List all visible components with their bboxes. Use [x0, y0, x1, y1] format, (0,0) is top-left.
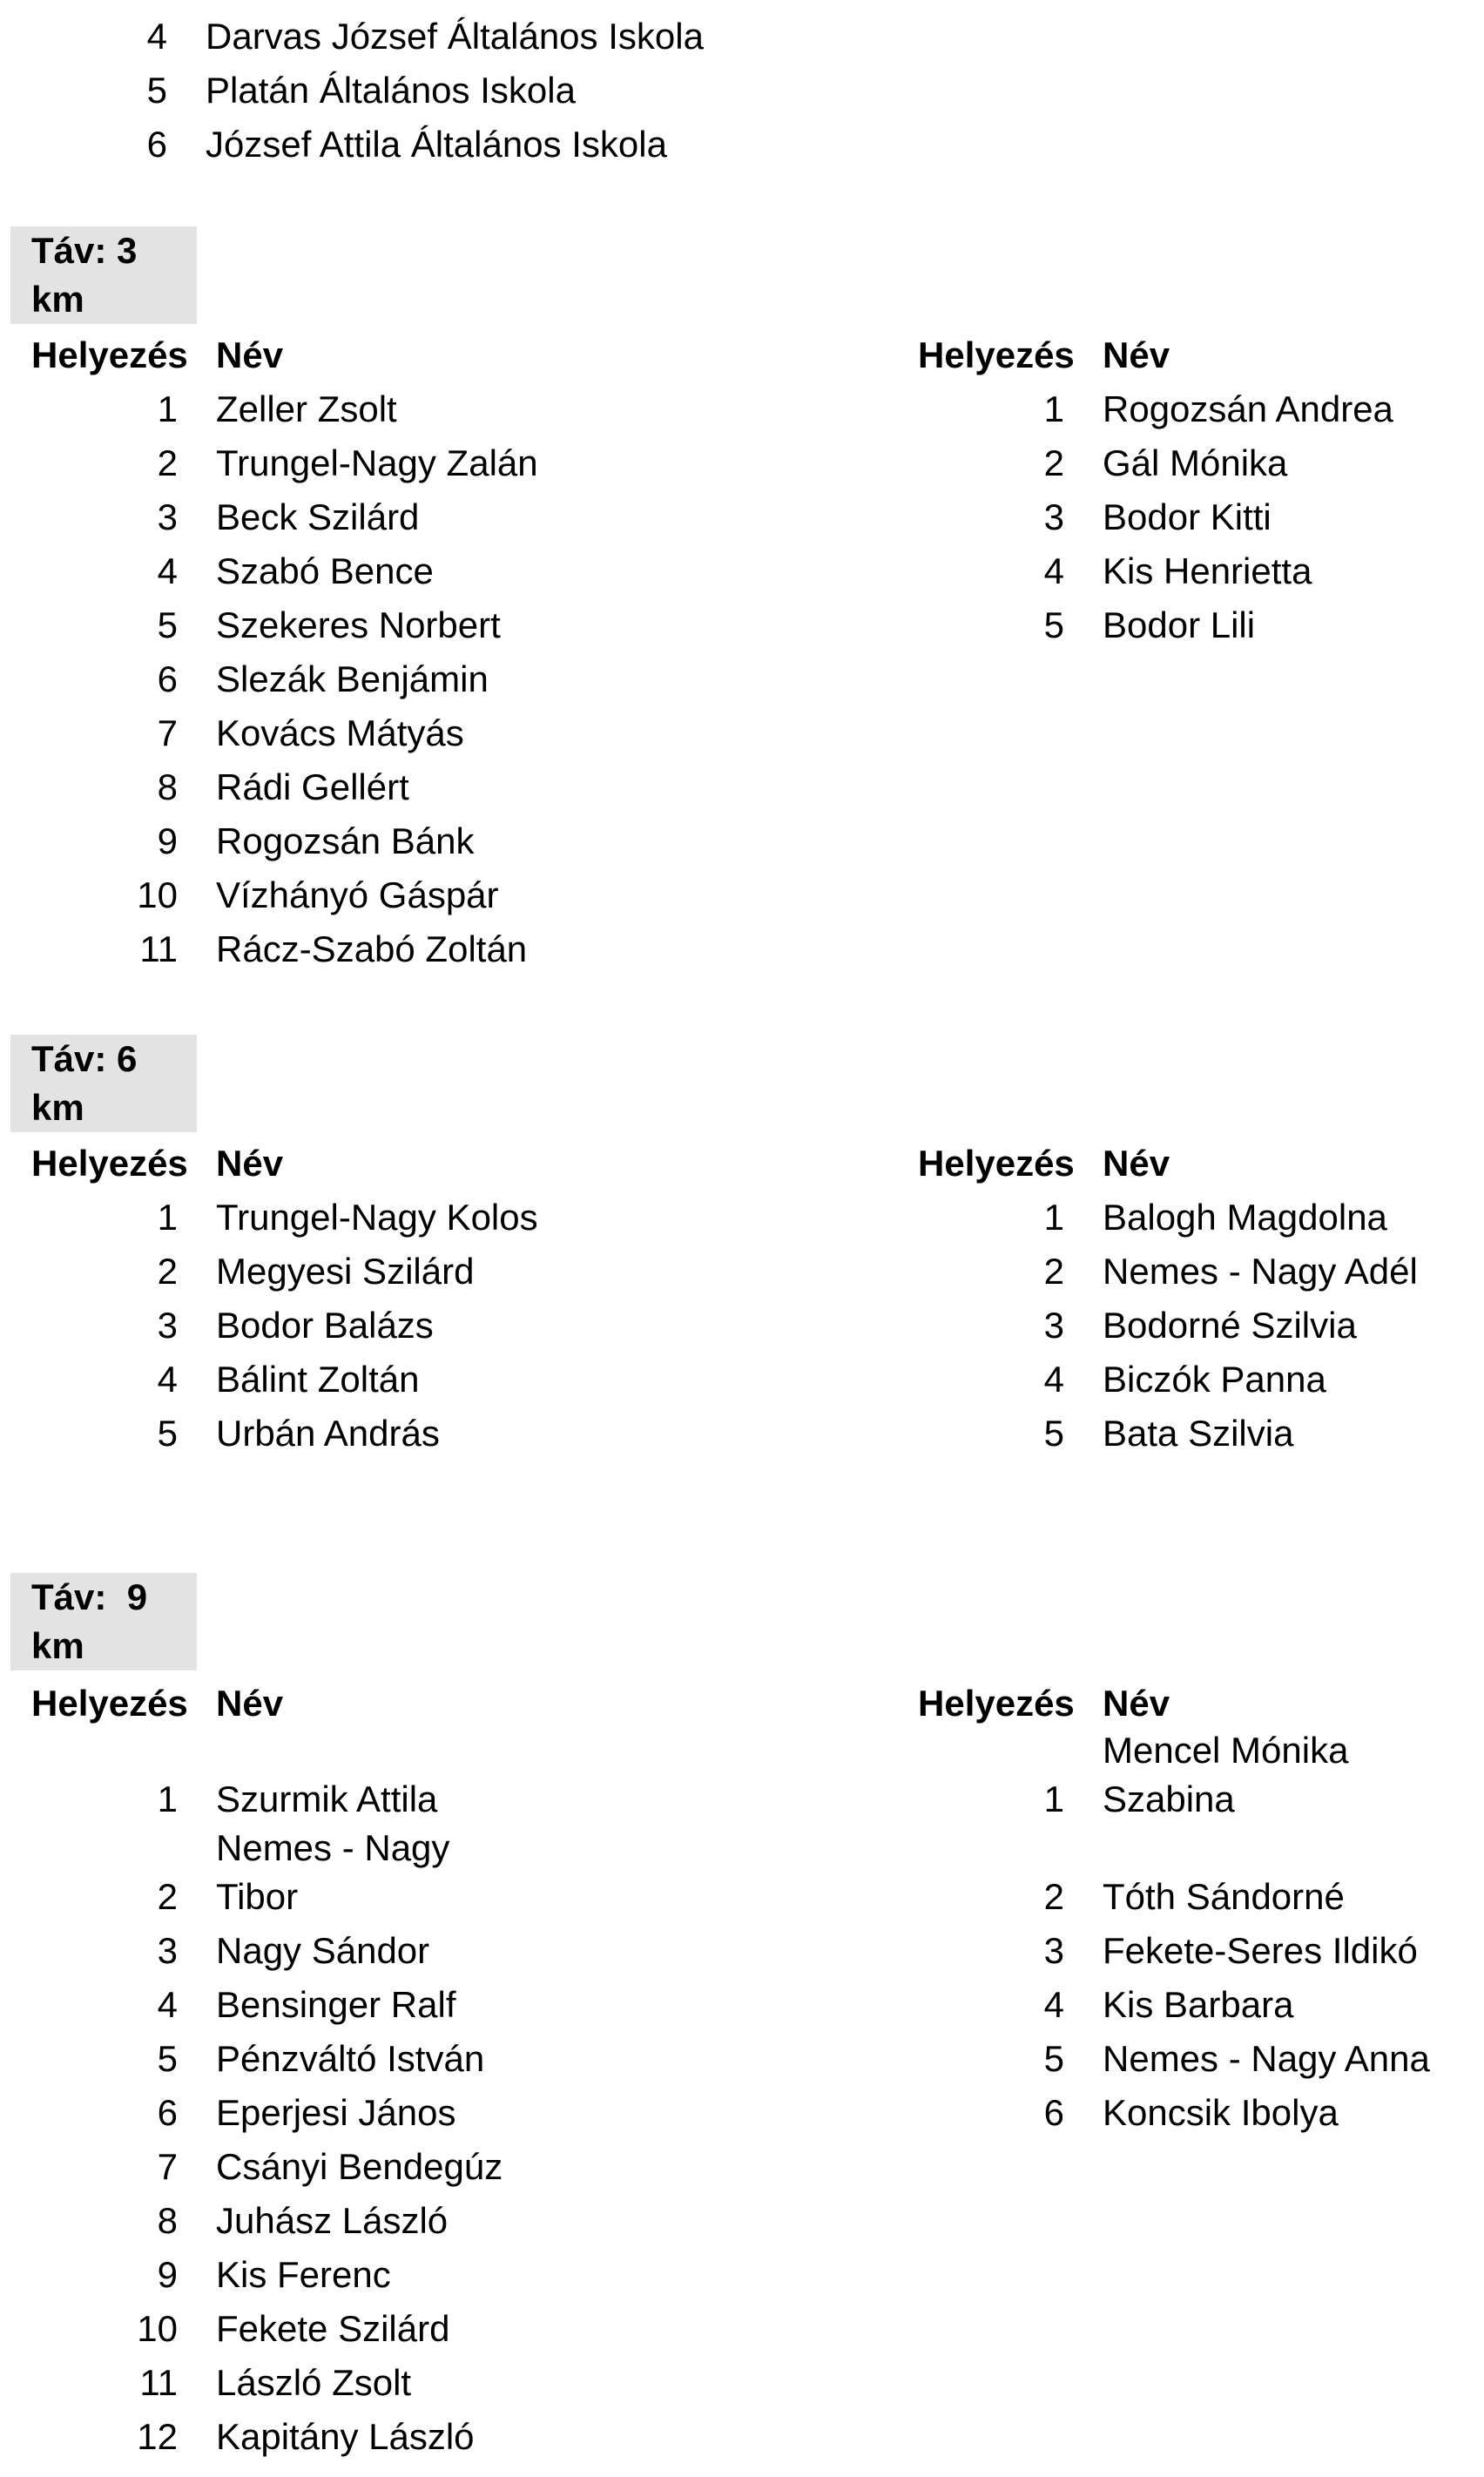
name-cell-line2: Szabina	[1103, 1778, 1235, 1819]
name-cell: Bodor Balázs	[216, 1305, 434, 1346]
name-column-header: Név	[216, 1143, 284, 1184]
name-cell: Bálint Zoltán	[216, 1359, 420, 1400]
school-name: Platán Általános Iskola	[206, 70, 576, 111]
name-cell-line1: Nemes - Nagy	[216, 1827, 450, 1868]
name-cell: Bata Szilvia	[1103, 1413, 1294, 1454]
name-cell: Nemes - Nagy Adél	[1103, 1251, 1418, 1292]
name-cell: Csányi Bendegúz	[216, 2146, 503, 2187]
rank-cell: 7	[157, 2146, 178, 2187]
distance-header-box	[10, 226, 197, 324]
rank-cell: 2	[157, 442, 178, 483]
rank-cell: 3	[1043, 1930, 1064, 1971]
rank-cell: 3	[1043, 1305, 1064, 1346]
distance-title: Táv: 9	[31, 1576, 148, 1617]
name-cell: Trungel-Nagy Kolos	[216, 1197, 538, 1238]
rank-cell: 4	[157, 550, 178, 591]
rank-column-header: Helyezés	[31, 1683, 188, 1724]
rank-cell: 10	[137, 874, 178, 915]
name-cell: Kapitány László	[216, 2416, 475, 2457]
name-cell: Juhász László	[216, 2200, 449, 2241]
name-cell: Nemes - Nagy Anna	[1103, 2038, 1430, 2079]
rank-cell: 2	[157, 1876, 178, 1917]
rank-cell: 8	[157, 766, 178, 807]
name-cell: Bodor Lili	[1103, 604, 1256, 645]
name-cell: Bodorné Szilvia	[1103, 1305, 1357, 1346]
name-cell: Szurmik Attila	[216, 1778, 438, 1819]
name-cell: Gál Mónika	[1103, 442, 1288, 483]
rank-column-header: Helyezés	[918, 334, 1075, 375]
rank-cell: 3	[157, 1305, 178, 1346]
school-rank: 5	[146, 70, 167, 111]
name-cell: Tóth Sándorné	[1103, 1876, 1345, 1917]
rank-cell: 1	[157, 1778, 178, 1819]
name-cell: Slezák Benjámin	[216, 658, 489, 699]
rank-cell: 9	[157, 820, 178, 861]
name-cell: Eperjesi János	[216, 2092, 456, 2133]
name-cell-line1: Mencel Mónika	[1103, 1730, 1349, 1771]
school-name: József Attila Általános Iskola	[206, 124, 667, 165]
rank-cell: 5	[1043, 604, 1064, 645]
name-cell: Rádi Gellért	[216, 766, 409, 807]
name-cell: Zeller Zsolt	[216, 388, 397, 429]
distance-header-box	[10, 1035, 197, 1132]
rank-cell: 5	[1043, 2038, 1064, 2079]
name-cell: Nagy Sándor	[216, 1930, 430, 1971]
school-name: Darvas József Általános Iskola	[206, 16, 704, 57]
rank-cell: 12	[137, 2416, 178, 2457]
rank-cell: 4	[1043, 1359, 1064, 1400]
rank-cell: 7	[157, 712, 178, 753]
rank-cell: 1	[1043, 388, 1064, 429]
rank-cell: 6	[157, 2092, 178, 2133]
rank-cell: 2	[1043, 1251, 1064, 1292]
rank-cell: 5	[1043, 1413, 1064, 1454]
name-cell: Fekete-Seres Ildikó	[1103, 1930, 1418, 1971]
name-cell: László Zsolt	[216, 2362, 412, 2403]
distance-unit: km	[31, 1625, 84, 1666]
rank-cell: 5	[157, 1413, 178, 1454]
distance-unit: km	[31, 1087, 84, 1128]
name-cell: Rácz-Szabó Zoltán	[216, 928, 528, 969]
rank-cell: 1	[157, 388, 178, 429]
name-cell: Szabó Bence	[216, 550, 434, 591]
name-cell: Rogozsán Andrea	[1103, 388, 1393, 429]
name-cell: Trungel-Nagy Zalán	[216, 442, 538, 483]
school-rank: 4	[146, 16, 167, 57]
rank-column-header: Helyezés	[918, 1143, 1075, 1184]
name-cell: Rogozsán Bánk	[216, 820, 475, 861]
name-column-header: Név	[1103, 1683, 1170, 1724]
distance-header-box	[10, 1573, 197, 1670]
rank-cell: 1	[157, 1197, 178, 1238]
name-cell: Biczók Panna	[1103, 1359, 1326, 1400]
rank-cell: 1	[1043, 1197, 1064, 1238]
rank-cell: 9	[157, 2254, 178, 2295]
name-cell: Urbán András	[216, 1413, 440, 1454]
rank-cell: 3	[157, 1930, 178, 1971]
rank-cell: 10	[137, 2308, 178, 2349]
name-cell: Pénzváltó István	[216, 2038, 485, 2079]
rank-cell: 2	[157, 1251, 178, 1292]
rank-column-header: Helyezés	[918, 1683, 1075, 1724]
name-column-header: Név	[1103, 1143, 1170, 1184]
name-column-header: Név	[216, 1683, 284, 1724]
rank-cell: 2	[1043, 442, 1064, 483]
rank-column-header: Helyezés	[31, 1143, 188, 1184]
name-cell: Kis Barbara	[1103, 1984, 1294, 2025]
name-cell: Megyesi Szilárd	[216, 1251, 475, 1292]
name-cell: Fekete Szilárd	[216, 2308, 450, 2349]
distance-unit: km	[31, 279, 84, 320]
rank-cell: 3	[157, 496, 178, 537]
rank-cell: 1	[1043, 1778, 1064, 1819]
rank-cell: 5	[157, 2038, 178, 2079]
rank-column-header: Helyezés	[31, 334, 188, 375]
rank-cell: 4	[1043, 1984, 1064, 2025]
name-cell: Koncsik Ibolya	[1103, 2092, 1339, 2133]
rank-cell: 5	[157, 604, 178, 645]
name-cell: Szekeres Norbert	[216, 604, 501, 645]
rank-cell: 4	[157, 1984, 178, 2025]
name-cell: Beck Szilárd	[216, 496, 420, 537]
name-cell: Kis Henrietta	[1103, 550, 1312, 591]
rank-cell: 11	[139, 928, 178, 969]
rank-cell: 6	[1043, 2092, 1064, 2133]
rank-cell: 4	[157, 1359, 178, 1400]
distance-title: Táv: 3	[31, 230, 138, 271]
rank-cell: 8	[157, 2200, 178, 2241]
distance-title: Táv: 6	[31, 1038, 138, 1079]
name-cell: Bodor Kitti	[1103, 496, 1272, 537]
name-cell-line2: Tibor	[216, 1876, 299, 1917]
name-cell: Vízhányó Gáspár	[216, 874, 499, 915]
rank-cell: 2	[1043, 1876, 1064, 1917]
rank-cell: 4	[1043, 550, 1064, 591]
name-column-header: Név	[1103, 334, 1170, 375]
name-cell: Kovács Mátyás	[216, 712, 464, 753]
name-column-header: Név	[216, 334, 284, 375]
rank-cell: 11	[139, 2362, 178, 2403]
school-rank: 6	[146, 124, 167, 165]
rank-cell: 6	[157, 658, 178, 699]
name-cell: Kis Ferenc	[216, 2254, 391, 2295]
name-cell: Balogh Magdolna	[1103, 1197, 1387, 1238]
name-cell: Bensinger Ralf	[216, 1984, 456, 2025]
rank-cell: 3	[1043, 496, 1064, 537]
